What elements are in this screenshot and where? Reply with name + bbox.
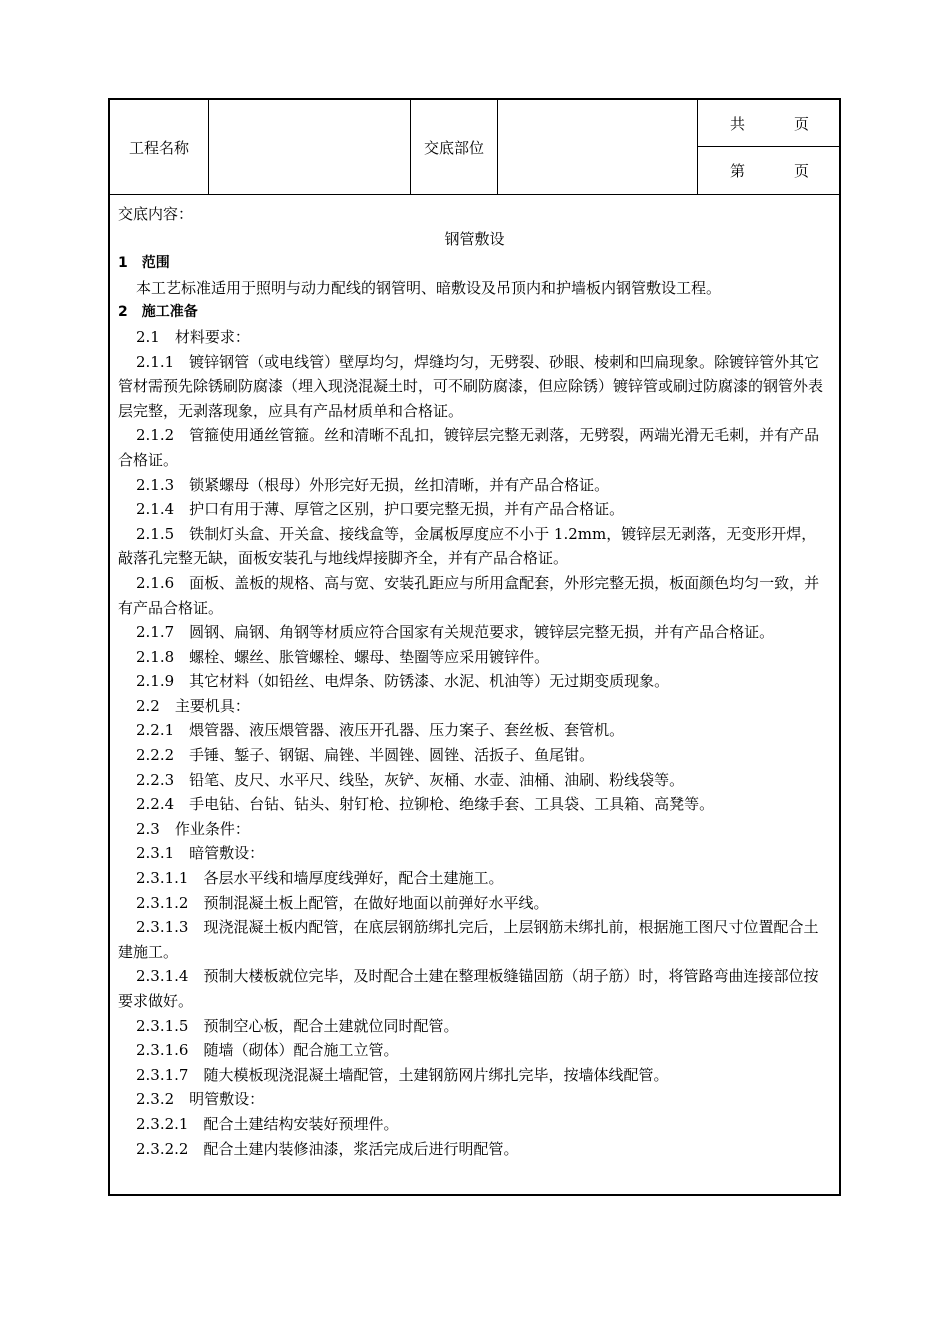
content-paragraph: 2.3.1.5 预制空心板，配合土建就位同时配管。	[136, 1016, 459, 1035]
content-intro: 交底内容：	[118, 205, 194, 223]
content-paragraph: 本工艺标准适用于照明与动力配线的钢管明、暗敷设及吊顶内和护墙板内钢管敷设工程。	[136, 278, 722, 297]
content-paragraph: 2.3.2.2 配合土建内装修油漆，浆活完成后进行明配管。	[136, 1139, 519, 1158]
section-heading: 2 施工准备	[118, 304, 198, 321]
content-paragraph: 2.2.1 煨管器、液压煨管器、液压开孔器、压力案子、套丝板、套管机。	[136, 721, 625, 740]
location-value	[498, 100, 698, 194]
content-paragraph: 2.3.2 明管敷设：	[136, 1090, 265, 1109]
content-paragraph: 2.1 材料要求：	[136, 327, 250, 346]
page-number: 第 页	[730, 162, 809, 180]
content-paragraph: 2.1.2 管箍使用通丝管箍。丝和清晰不乱扣，镀锌层完整无剥落，无劈裂，两端光滑无毛刺，并有产品合格证。	[118, 426, 820, 469]
disclosure-content	[110, 196, 839, 1161]
content-paragraph: 2.3.1.1 各层水平线和墙厚度线弹好，配合土建施工。	[136, 869, 504, 888]
content-paragraph: 2.1.8 螺栓、螺丝、胀管螺栓、螺母、垫圈等应采用镀锌件。	[136, 647, 550, 666]
content-paragraph: 2.3.1.4 预制大楼板就位完毕，及时配合土建在整理板缝锚固筋（胡子筋）时，将管路弯曲连接部位按要求做好。	[118, 967, 819, 1010]
content-paragraph: 2.2.2 手锤、錾子、钢锯、扁锉、半圆锉、圆锉、活扳子、鱼尾钳。	[136, 746, 595, 765]
content-paragraph: 2.1.6 面板、盖板的规格、高与宽、安装孔距应与所用盒配套，外形完整无损，板面颜色均匀一致，并有产品合格证。	[118, 573, 820, 617]
document-title: 钢管敷设	[444, 229, 505, 248]
project-name-value	[209, 100, 411, 194]
content-paragraph: 2.1.3 锁紧螺母（根母）外形完好无损，丝扣清晰，并有产品合格证。	[136, 475, 610, 494]
disclosure-form	[108, 98, 841, 1196]
content-lines	[118, 251, 831, 1161]
project-name-label: 工程名称	[110, 100, 209, 194]
page-info	[698, 100, 839, 194]
content-paragraph: 2.2 主要机具：	[136, 696, 250, 715]
content-paragraph: 2.2.4 手电钻、台钻、钻头、射钉枪、拉铆枪、绝缘手套、工具袋、工具箱、高凳等。	[136, 795, 715, 814]
content-paragraph: 2.1.1 镀锌钢管（或电线管）壁厚均匀，焊缝均匀，无劈裂、砂眼、棱刺和凹扁现象。除镀锌管外其它管材需预先除锈刷防腐漆（埋入现浇混凝土时，可不刷防腐漆，但应除锈）镀锌管或刷过防腐漆的钢管外表层完整，无剥落现象，应具有产品材质单和合格证。	[118, 352, 824, 420]
form-header	[110, 100, 839, 195]
total-pages: 共 页	[698, 100, 839, 147]
content-paragraph: 2.3.1 暗管敷设：	[136, 844, 265, 863]
location-label: 交底部位	[411, 100, 498, 194]
content-paragraph: 2.3.2.1 配合土建结构安装好预埋件。	[136, 1114, 399, 1133]
content-paragraph: 2.1.4 护口有用于薄、厚管之区别，护口要完整无损，并有产品合格证。	[136, 500, 625, 519]
content-paragraph: 2.1.5 铁制灯头盒、开关盒、接线盒等，金属板厚度应不小于 1.2mm，镀锌层无剥落，无变形开焊，敲落孔完整无缺，面板安装孔与地线焊接脚齐全，并有产品合格证。	[118, 524, 817, 568]
content-paragraph: 2.3.1.6 随墙（砌体）配合施工立管。	[136, 1041, 399, 1060]
content-paragraph: 2.3.1.2 预制混凝土板上配管，在做好地面以前弹好水平线。	[136, 893, 549, 912]
content-paragraph: 2.1.9 其它材料（如铅丝、电焊条、防锈漆、水泥、机油等）无过期变质现象。	[136, 672, 670, 691]
content-paragraph: 2.3.1.7 随大模板现浇混凝土墙配管，土建钢筋网片绑扎完毕，按墙体线配管。	[136, 1065, 669, 1084]
content-paragraph: 2.3.1.3 现浇混凝土板内配管，在底层钢筋绑扎完后，上层钢筋未绑扎前，根据施工图尺寸位置配合土建施工。	[118, 918, 819, 961]
content-paragraph: 2.1.7 圆钢、扁钢、角钢等材质应符合国家有关规范要求，镀锌层完整无损，并有产品合格证。	[136, 623, 775, 642]
content-paragraph: 2.2.3 铅笔、皮尺、水平尺、线坠，灰铲、灰桶、水壶、油桶、油刷、粉线袋等。	[136, 770, 685, 789]
section-heading: 1 范围	[118, 255, 170, 272]
content-paragraph: 2.3 作业条件：	[136, 819, 250, 838]
